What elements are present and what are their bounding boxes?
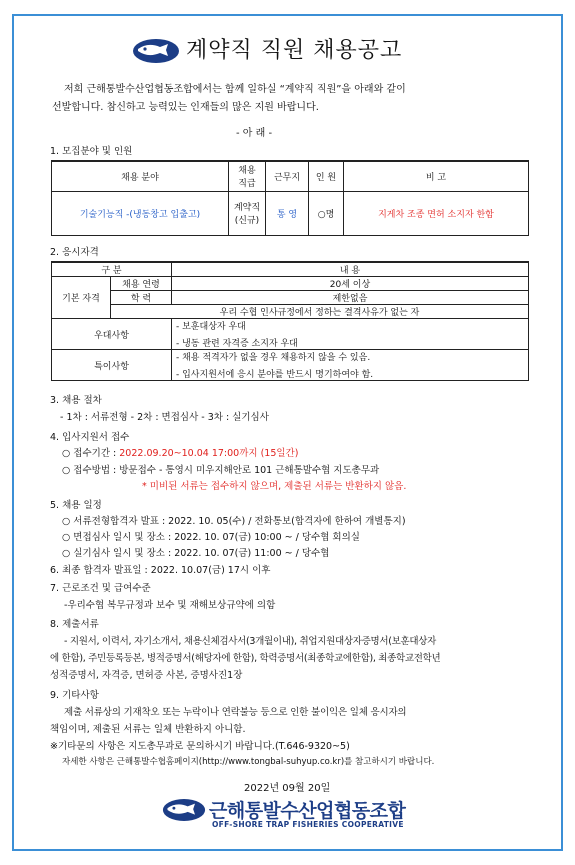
conditions-line: -우리수협 복무규정과 보수 및 재해보상규약에 의함 xyxy=(64,600,276,611)
schedule-line-3: ○ 실기심사 일시 및 장소 : 2022. 10. 07(금) 11:00 ~ / 당수협 xyxy=(62,548,330,559)
schedule-line-1: ○ 서류전형합격자 발표 : 2022. 10. 05(수) / 전화통보(합격자에 한하여 개별통지) xyxy=(62,516,406,527)
header-content: 내 용 xyxy=(172,262,529,277)
fish-logo-icon xyxy=(132,38,180,64)
preference-list: - 보훈대상자 우대 - 냉동 관련 자격증 소지자 우대 xyxy=(172,319,529,350)
rule-text: 우리 수협 인사규정에서 정하는 결격사유가 없는 자 xyxy=(111,305,529,319)
section-4-heading: 4. 입사지원서 접수 xyxy=(50,432,130,443)
documents-line-2: 에 한함), 주민등록등본, 병적증명서(해당자에 한함), 학력증명서(최종학교에한함), 최종학교전학년 xyxy=(50,653,441,664)
section-2-heading: 2. 응시자격 xyxy=(50,247,99,258)
basic-qualification-label: 기본 자격 xyxy=(52,277,111,319)
process-line: - 1차 : 서류전형 - 2차 : 면접심사 - 3차 : 실기심사 xyxy=(60,412,269,423)
issue-date: 2022년 09월 20일 xyxy=(244,783,331,794)
special-label: 특이사항 xyxy=(52,350,172,381)
period-line: ○ 접수기간 : 2022.09.20~10.04 17:00까지 (15일간) xyxy=(62,448,299,459)
section-1-heading: 1. 모집분야 및 인원 xyxy=(50,146,133,157)
header-grade: 채용 직급 xyxy=(229,161,266,191)
education-value: 제한없음 xyxy=(172,291,529,305)
preference-label: 우대사항 xyxy=(52,319,172,350)
row-note: 지게차 조종 면허 소지자 한함 xyxy=(344,191,529,235)
header-field: 채용 분야 xyxy=(52,161,229,191)
below-marker: - 아 래 - xyxy=(236,128,273,139)
warning-line: * 미비된 서류는 접수하지 않으며, 제출된 서류는 반환하지 않음. xyxy=(142,481,407,492)
intro-line-1: 저희 근해통발수산업협동조합에서는 함께 일하실 “계약직 직원”을 아래와 같이 xyxy=(64,84,406,95)
section-7-heading: 7. 근로조건 및 급여수준 xyxy=(50,583,151,594)
section-3-heading: 3. 채용 절차 xyxy=(50,395,102,406)
section-8-heading: 8. 제출서류 xyxy=(50,619,99,630)
row-count: ○명 xyxy=(309,191,344,235)
age-value: 20세 이상 xyxy=(172,277,529,291)
method-line: ○ 접수방법 : 방문접수 - 통영시 미우지해안로 101 근해통발수협 지도총무과 xyxy=(62,465,380,476)
special-list: - 채용 적격자가 없을 경우 채용하지 않을 수 있음. - 입사지원서에 응시 분야를 반드시 명기하여야 함. xyxy=(172,350,529,381)
qualification-table xyxy=(51,261,529,381)
etc-line-2: 책임이며, 제출된 서류는 일체 반환하지 아니함. xyxy=(50,724,246,735)
organization-english-name: OFF-SHORE TRAP FISHERIES COOPERATIVE xyxy=(212,820,404,829)
row-field: 기술기능직 -(냉동창고 입출고) xyxy=(52,191,229,235)
education-label: 학 력 xyxy=(111,291,172,305)
row-grade: 계약직 (신규) xyxy=(229,191,266,235)
documents-line-3: 성적증명서, 자격증, 면허증 사본, 증명사진1장 xyxy=(50,670,243,681)
intro-line-2: 선발합니다. 참신하고 능력있는 인재들의 많은 지원 바랍니다. xyxy=(52,102,319,113)
header-note: 비 고 xyxy=(344,161,529,191)
section-5-heading: 5. 채용 일정 xyxy=(50,500,102,511)
page-title: 계약직 직원 채용공고 xyxy=(186,38,403,63)
schedule-line-2: ○ 면접심사 일시 및 장소 : 2022. 10. 07(금) 10:00 ~ / 당수협 회의실 xyxy=(62,532,360,543)
etc-line-4: 자세한 사항은 근해통발수협홈페이지(http://www.tongbal-suhyup.co.kr)를 참고하시기 바랍니다. xyxy=(62,757,435,767)
etc-line-1: 제출 서류상의 기재착오 또는 누락이나 연락불능 등으로 인한 불이익은 일체 응시자의 xyxy=(64,707,407,718)
row-place: 통 영 xyxy=(266,191,309,235)
header-count: 인 원 xyxy=(309,161,344,191)
recruit-table xyxy=(51,160,529,236)
header-place: 근무지 xyxy=(266,161,309,191)
organization-name: 근해통발수산업협동조합 xyxy=(209,800,406,822)
section-9-heading: 9. 기타사항 xyxy=(50,690,99,701)
section-6-heading: 6. 최종 합격자 발표일 : 2022. 10.07(금) 17시 이후 xyxy=(50,565,271,576)
age-label: 채용 연령 xyxy=(111,277,172,291)
documents-line-1: - 지원서, 이력서, 자기소개서, 채용신체검사서(3개월이내), 취업지원대상자증명서(보훈대상자 xyxy=(64,636,437,647)
header-division: 구 분 xyxy=(52,262,172,277)
etc-line-3: ※기타문의 사항은 지도총무과로 문의하시기 바랍니다.(T.646-9320~5) xyxy=(50,741,350,752)
fish-logo-icon xyxy=(162,797,206,823)
